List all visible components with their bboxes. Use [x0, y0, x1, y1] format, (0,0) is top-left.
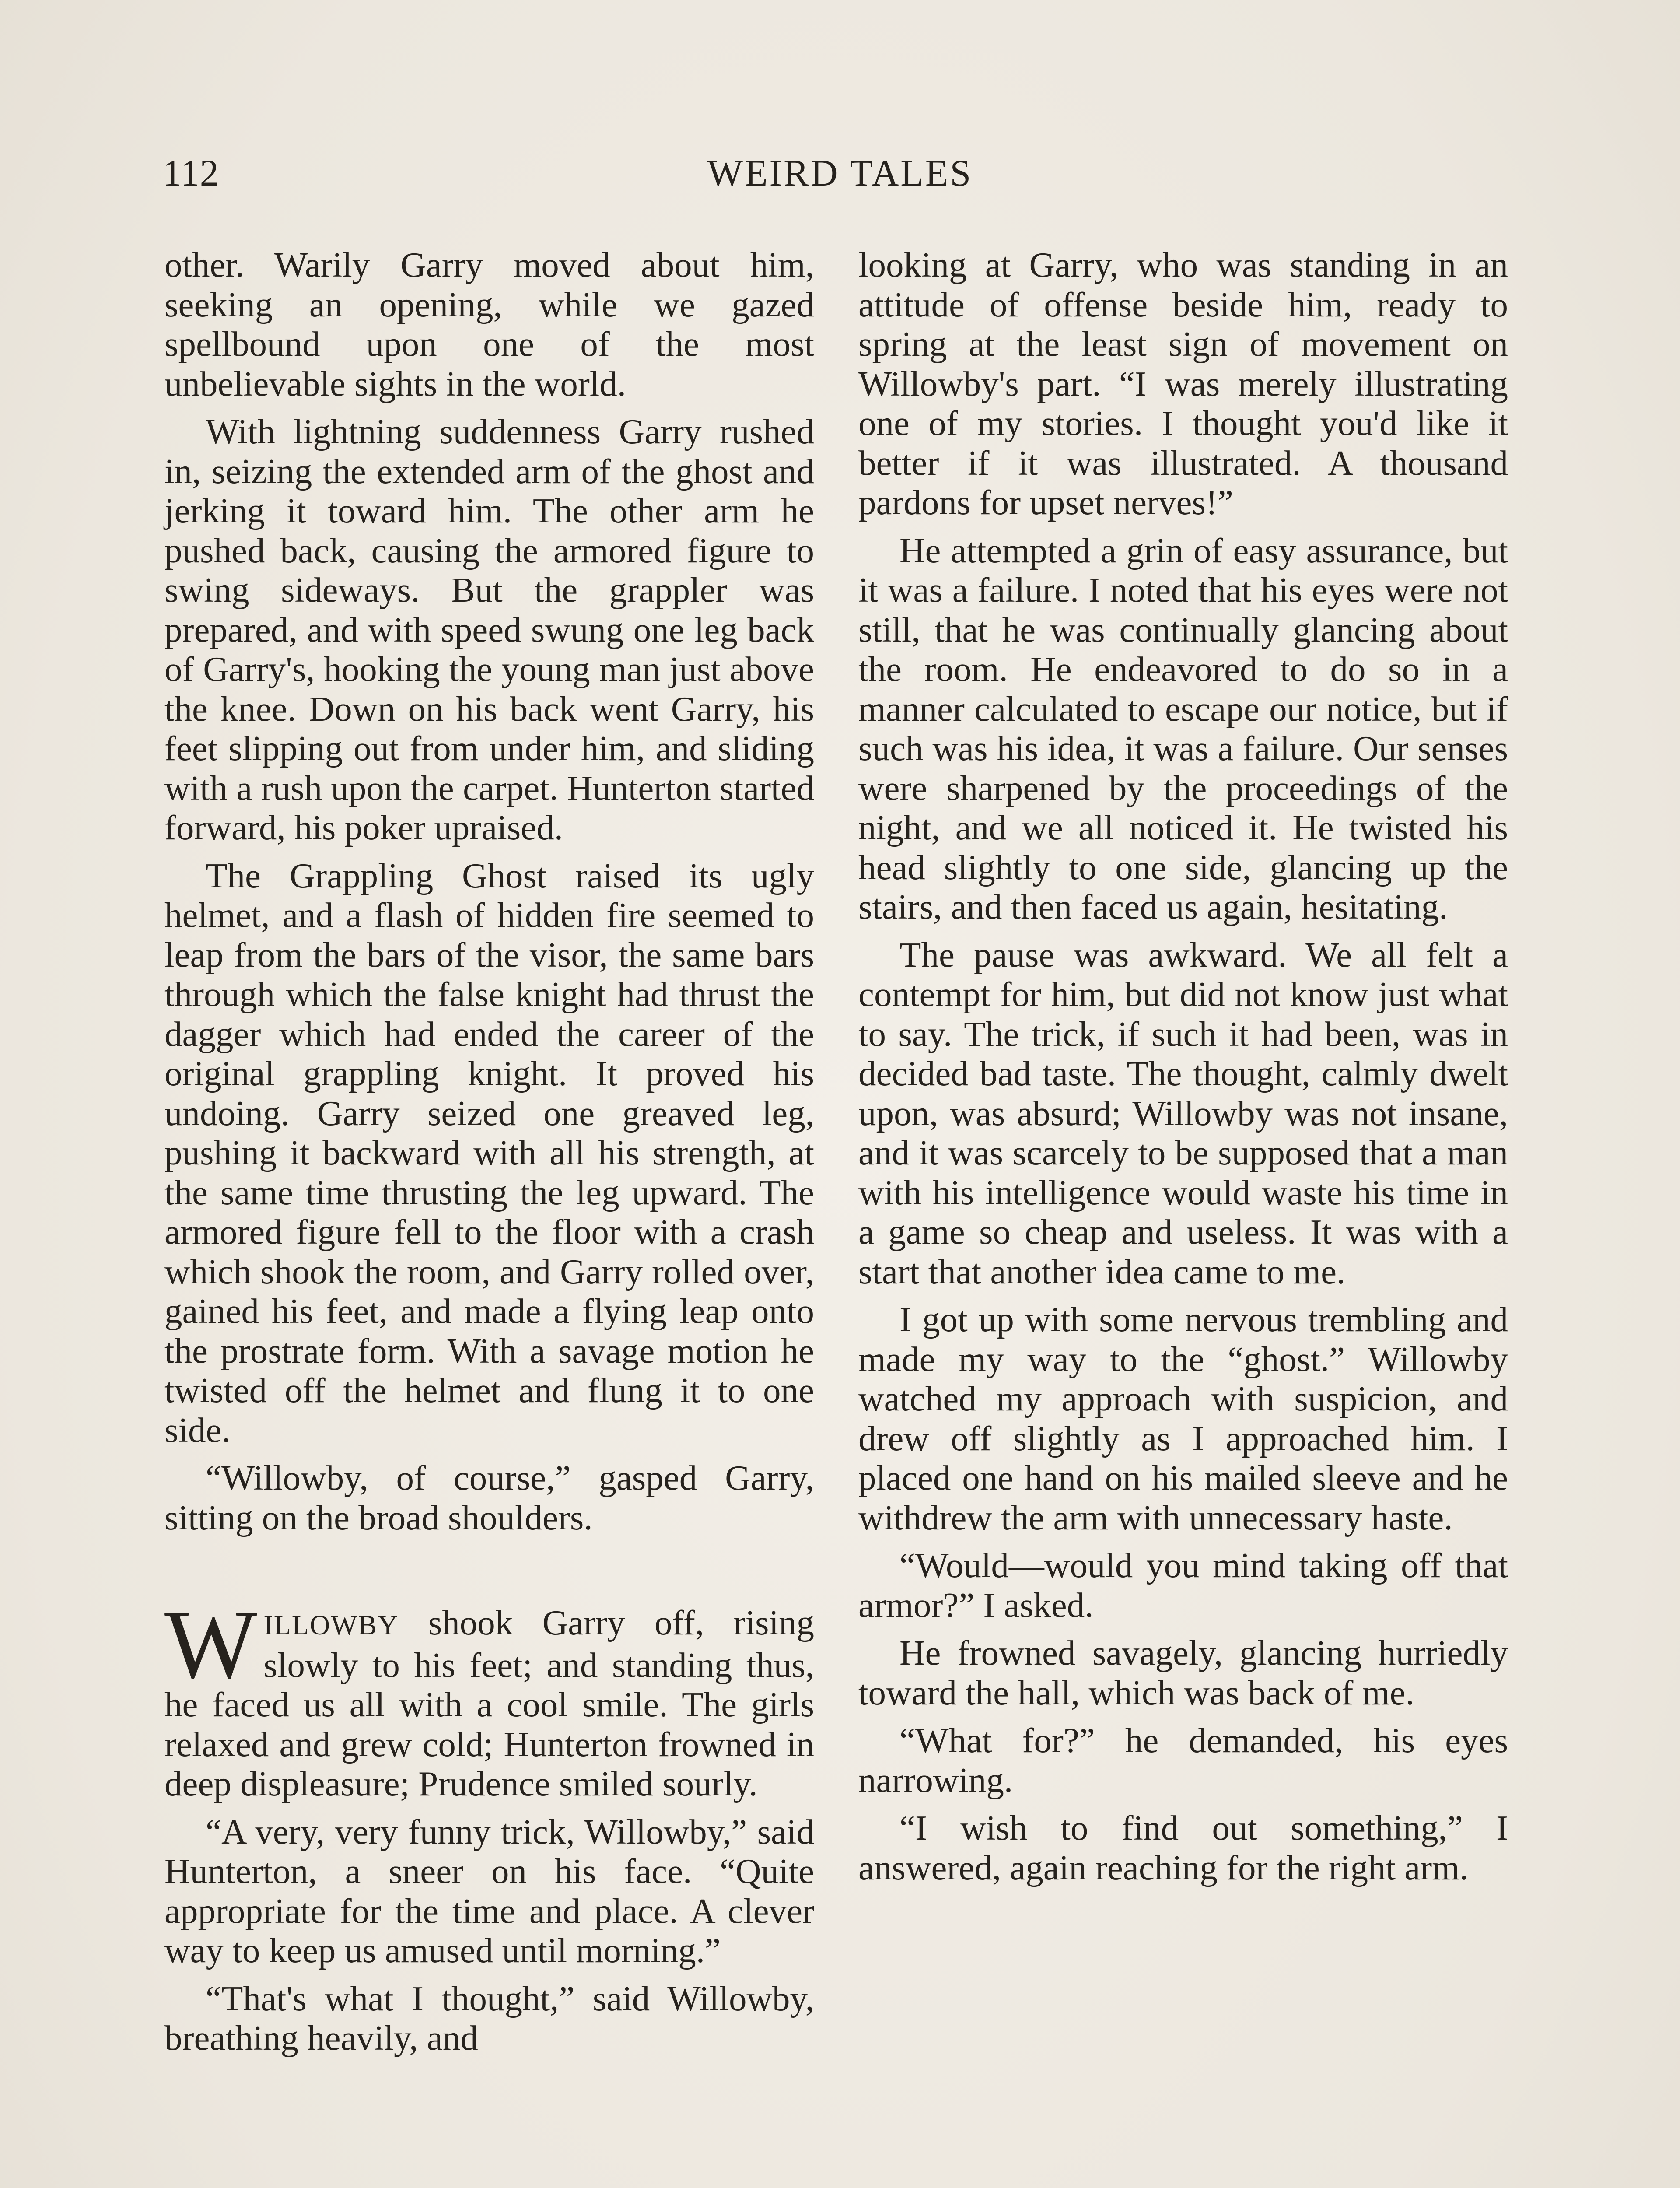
paragraph: He attempted a grin of easy assurance, but it was a failure. I noted that his eyes were not still, that he was continually glancing about the room. He endeavored to do so in a manner calculated to escape our notice, but if such was his idea, it was a failure. Our senses were sharpened by the proceedings of the night, and we all noticed it. He twisted his head slightly to one side, glancing up the stairs, and then faced us again, hesitating.: [858, 530, 1508, 926]
paragraph: other. Warily Garry moved about him, seeking an opening, while we gazed spellbound upon one of the most unbelievable sights in the world.: [164, 245, 814, 403]
paragraph: “Willowby, of course,” gasped Garry, sitting on the broad shoulders.: [164, 1458, 814, 1537]
paragraph: looking at Garry, who was standing in an attitude of offense beside him, ready to spring at the least sign of movement on Willowby's part. “I was merely illustrating one of my stories. I thought you'd like it better if it was illustrated. A thousand pardons for upset nerves!”: [858, 245, 1508, 522]
paragraph: “A very, very funny trick, Willowby,” said Hunterton, a sneer on his face. “Quite appropriate for the time and place. A clever way to keep us amused until morning.”: [164, 1812, 814, 1970]
drop-cap: W: [164, 1589, 258, 1699]
paragraph: “Would—would you mind taking off that armor?” I asked.: [858, 1546, 1508, 1625]
paragraph: The pause was awkward. We all felt a contempt for him, but did not know just what to say. The trick, if such it had been, was in decided bad taste. The thought, calmly dwelt upon, was absurd; Willowby was not insane, and it was scarcely to be supposed that a man with his intelligence would waste his time in a game so cheap and useless. It was with a start that another idea came to me.: [858, 935, 1508, 1291]
paragraph: With lightning suddenness Garry rushed in, seizing the extended arm of the ghost and jerking it toward him. The other arm he pushed back, causing the armored figure to swing sideways. But the grappler was prepared, and with speed swung one leg back of Garry's, hooking the young man just above the knee. Down on his back went Garry, his feet slipping out from under him, and sliding with a rush upon the carpet. Hunterton started forward, his poker upraised.: [164, 412, 814, 847]
paragraph: I got up with some nervous trembling and made my way to the “ghost.” Willowby watched my approach with suspicion, and drew off slightly as I approached him. I placed one hand on his mailed sleeve and he withdrew the arm with unnecessary haste.: [858, 1300, 1508, 1537]
small-caps-lead: ILLOWBY: [263, 1609, 399, 1641]
right-column: [858, 245, 1508, 1896]
paragraph: He frowned savagely, glancing hurriedly toward the hall, which was back of me.: [858, 1633, 1508, 1712]
page-number: 112: [163, 152, 219, 194]
paragraph-text: shook Garry off, rising slowly to his feet; and standing thus, he faced us all with a cool smile. The girls relaxed and grew cold; Hunterton frowned in deep displeasure; Prudence smiled sourly.: [164, 1603, 814, 1803]
section-paragraph: [164, 1589, 814, 1804]
left-column: [164, 245, 814, 2066]
paragraph: “That's what I thought,” said Willowby, breathing heavily, and: [164, 1978, 814, 2058]
paragraph: “I wish to find out something,” I answered, again reaching for the right arm.: [858, 1808, 1508, 1887]
paragraph: “What for?” he demanded, his eyes narrowing.: [858, 1721, 1508, 1800]
paragraph: The Grappling Ghost raised its ugly helmet, and a flash of hidden fire seemed to leap from the bars of the visor, the same bars through which the false knight had thrust the dagger which had ended the career of the original grappling knight. It proved his undoing. Garry seized one greaved leg, pushing it backward with all his strength, at the same time thrusting the leg upward. The armored figure fell to the floor with a crash which shook the room, and Garry rolled over, gained his feet, and made a flying leap onto the prostrate form. With a savage motion he twisted off the helmet and flung it to one side.: [164, 856, 814, 1450]
running-head: WEIRD TALES: [707, 152, 973, 194]
